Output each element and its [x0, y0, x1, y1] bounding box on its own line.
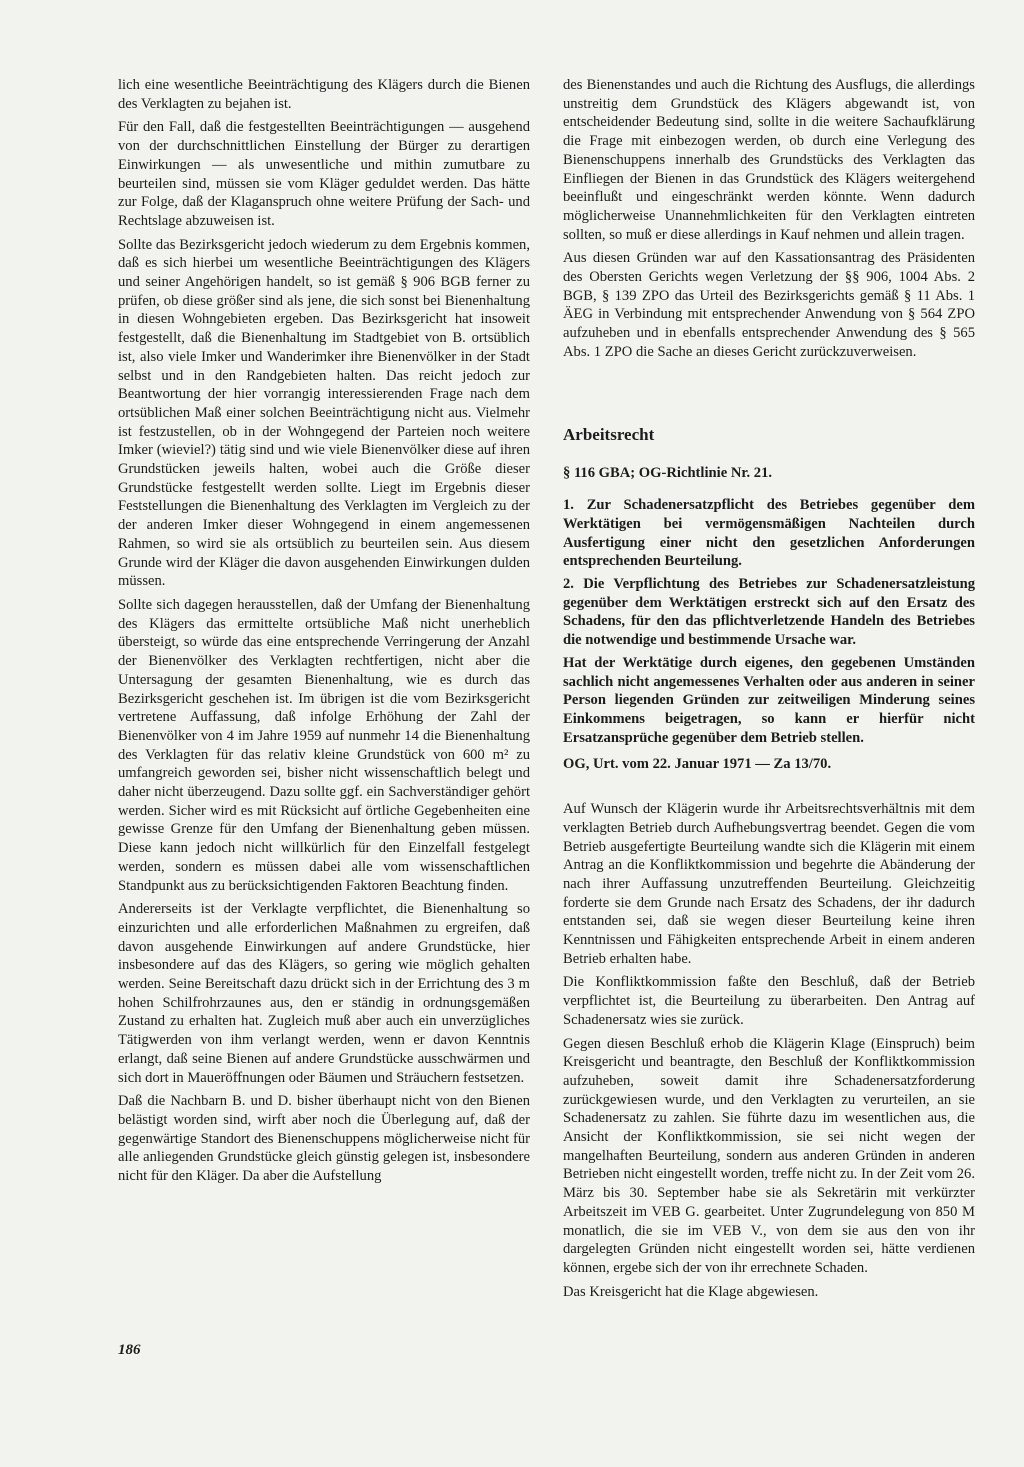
headnote-3: Hat der Werktätige durch eigenes, den gegebenen Umständen sachlich nicht angemessenes Verhalten oder aus anderen in seiner Person liegenden Gründen zur zeitweiligen Minderung seines Einkommens beigetragen, so kann er hierfür nicht Ersatzansprüche gegenüber dem Betrieb stellen.	[563, 654, 975, 746]
headnote-2: 2. Die Verpflichtung des Betriebes zur Schadenersatzleistung gegenüber dem Werktätigen erstreckt sich auf den Ersatz des Schadens, für den das pflichtverletzende Handeln des Betriebes die notwendige und bestimmende Ursache war.	[563, 576, 975, 649]
body-paragraph-1: Auf Wunsch der Klägerin wurde ihr Arbeitsrechtsverhältnis mit dem verklagten Betrieb durch Aufhebungsvertrag beendet. Gegen die vom Betrieb ausgefertigte Beurteilung wandte sich die Klägerin mit einem Antrag an die Konfliktkommission und begehrte die Abänderung der nach ihrer Auffassung unzutreffenden Beurteilung. Gleichzeitig forderte sie dem Grunde nach Ersatz des Schadens, der ihr dadurch entstanden sei, daß sie wegen dieser Beurteilung keine ihren Kenntnissen und Fähigkeiten entsprechende Arbeit in einem anderen Betrieb erhalten habe.	[563, 801, 975, 967]
right-intro-paragraph-2: Aus diesen Gründen war auf den Kassationsantrag des Präsidenten des Obersten Gerichts wegen Verletzung der §§ 906, 1004 Abs. 2 BGB, § 139 ZPO das Urteil des Bezirksgerichts gemäß § 11 Abs. 1 ÄEG in Verbindung mit entsprechender Anwendung von § 564 ZPO aufzuheben und in ebenfalls entsprechender Anwendung des § 565 Abs. 1 ZPO die Sache an dieses Gericht zurückzuverweisen.	[563, 250, 975, 360]
section-heading: Arbeitsrecht	[563, 424, 655, 444]
body-paragraph-2: Die Konfliktkommission faßte den Beschluß, daß der Betrieb verpflichtet ist, die Beurteilung zu überarbeiten. Den Antrag auf Schadenersatz wies sie zurück.	[563, 974, 975, 1028]
body-paragraph-4: Das Kreisgericht hat die Klage abgewiesen.	[563, 1283, 819, 1300]
left-paragraph-5: Andererseits ist der Verklagte verpflichtet, die Bienenhaltung so einzurichten und alle erforderlichen Maßnahmen zu ergreifen, daß davon ausgehende Einwirkungen auf andere Grundstücke, hier insbesondere auf das des Klägers, so gering wie möglich gehalten werden. Seine Bereitschaft dazu drückt sich in der Errichtung des 3 m hohen Schilfrohrzaunes aus, den er ständig in ordnungsgemäßen Zustand zu erhalten hat. Zugleich muß aber auch ein unverzügliches Tätigwerden von ihm verlangt werden, wenn er davon Kenntnis erlangt, daß seine Bienen auf andere Grundstücke ausschwärmen und sich dort in Maueröffnungen oder Bäumen und Sträuchern festsetzen.	[118, 901, 530, 1086]
body-paragraph-3: Gegen diesen Beschluß erhob die Klägerin Klage (Einspruch) beim Kreisgericht und beantragte, den Beschluß der Konfliktkommission aufzuheben, soweit damit ihre Schadenersatzforderung zurückgewiesen wurde, und den Verklagten zu verurteilen, an sie Schadenersatz zu zahlen. Sie führte dazu im wesentlichen aus, die Ansicht der Konfliktkommission, sie sei nicht wegen der mangelhaften Beurteilung, sondern aus anderen Gründen in anderen Betrieben nicht eingestellt worden, treffe nicht zu. In der Zeit vom 26. März bis 30. September habe sie als Sekretärin mit verkürzter Arbeitszeit im VEB G. gearbeitet. Unter Zugrundelegung von 850 M monatlich, die sie im VEB V., von dem sie aus den von ihr dargelegten Gründen nicht eingestellt worden sei, hätte verdienen können, ergebe sich der von ihr errechnete Schaden.	[563, 1035, 975, 1276]
left-paragraph-3: Sollte das Bezirksgericht jedoch wiederum zu dem Ergebnis kommen, daß es sich hierbei um wesentliche Beeinträchtigungen des Klägers und seiner Angehörigen handelt, so ist gemäß § 906 BGB ferner zu prüfen, ob diese größer sind als jene, die sich sonst bei Bienenhaltung in diesen Wohngebieten ergeben. Das Bezirksgericht hat insoweit festgestellt, daß die Bienenhaltung im Stadtgebiet von B. ortsüblich ist, also viele Imker und Wanderimker ihre Bienenvölker in der Stadt selbst und in den Randgebieten halten. Das reicht jedoch zur Beantwortung der hier vorrangig interessierenden Frage nach dem ortsüblichen Maß einer solchen Beeinträchtigung nicht aus. Vielmehr ist festzustellen, ob in der Wohngegend der Parteien noch weitere Imker (wieviel?) tätig sind und wie viele Bienenvölker diese auf ihren Grundstücken jeweils halten, wobei auch die Größe dieser Grundstücke festgestellt werden sollte. Liegt im Ergebnis dieser Feststellungen die Bienenhaltung des Verklagten im Vergleich zu der der anderen Imker dieser Wohngegend in einem angemessenen Rahmen, so wird sie als ortsüblich zu beurteilen sein. Aus diesem Grunde wird der Kläger die davon ausgehenden Einwirkungen dulden müssen.	[118, 236, 530, 590]
left-paragraph-1: lich eine wesentliche Beeinträchtigung des Klägers durch die Bienen des Verklagten zu bejahen ist.	[118, 77, 530, 112]
legal-reference: § 116 GBA; OG-Richtlinie Nr. 21.	[563, 464, 773, 481]
left-paragraph-6: Daß die Nachbarn B. und D. bisher überhaupt nicht von den Bienen belästigt worden sind, wirft aber noch die Überlegung auf, daß der gegenwärtige Standort des Bienenschuppens möglicherweise nicht für alle anliegenden Grundstücke gleich günstig gelegen ist, insbesondere nicht für den Kläger. Da aber die Aufstellung	[118, 1093, 530, 1185]
headnote-1: 1. Zur Schadenersatzpflicht des Betriebes gegenüber dem Werktätigen bei vermögensmäßigen Nachteilen durch Ausfertigung einer nicht den gesetzlichen Anforderungen entsprechenden Beurteilung.	[563, 497, 975, 570]
right-intro-paragraph-1: des Bienenstandes und auch die Richtung des Ausflugs, die allerdings unstreitig dem Grundstück des Klägers abgewandt ist, von entscheidender Bedeutung sind, sollte in die weitere Sachaufklärung die Frage mit einbezogen werden, ob durch eine Verlegung des Bienenschuppens innerhalb des Grundstücks des Verklagten das Einfliegen der Bienen in das Grundstück des Klägers weitergehend beeinflußt und eingeschränkt werden könnte. Wenn dadurch möglicherweise Unannehmlichkeiten für den Verklagten eintreten sollten, so muß er diese allerdings in Kauf nehmen und allein tragen.	[563, 77, 975, 243]
right-column	[563, 76, 975, 1306]
decision-citation: OG, Urt. vom 22. Januar 1971 — Za 13/70.	[563, 756, 832, 773]
left-paragraph-2: Für den Fall, daß die festgestellten Beeinträchtigungen — ausgehend von der durchschnittlichen Einstellung der Bürger zu derartigen Einwirkungen — als unwesentliche und mithin zumutbare zu beurteilen sind, müssen sie vom Kläger geduldet werden. Das hätte zur Folge, daß der Klaganspruch ohne weitere Prüfung der Sach- und Rechtslage abzuweisen ist.	[118, 119, 530, 229]
page-number: 186	[118, 1342, 141, 1358]
left-paragraph-4: Sollte sich dagegen herausstellen, daß der Umfang der Bienenhaltung des Klägers das ermittelte ortsübliche Maß nicht unerheblich übersteigt, so würde das eine entsprechende Verringerung der Anzahl der Bienenvölker des Verklagten rechtfertigen, nicht aber die Untersagung der gesamten Bienenhaltung, wie es durch das Bezirksgericht geschehen ist. Im übrigen ist die vom Bezirksgericht vertretene Auffassung, daß infolge Erhöhung der Zahl der Bienenvölker von 4 im Jahre 1959 auf nunmehr 14 die Bienenhaltung des Verklagten für das relativ kleine Grundstück von 600 m² zu umfangreich geworden sei, bisher nicht wissenschaftlich belegt und daher nicht überzeugend. Dazu sollte ggf. ein Sachverständiger gehört werden. Sicher wird es mit Rücksicht auf örtliche Gegebenheiten eine gewisse Grenze für den Umfang der Bienenhaltung geben müssen. Diese kann jedoch nicht willkürlich für den Einzelfall festgelegt werden, sondern es müssen dabei alle vom wissenschaftlichen Standpunkt aus zu berücksichtigenden Faktoren Beachtung finden.	[118, 596, 530, 894]
left-column	[118, 76, 530, 1191]
